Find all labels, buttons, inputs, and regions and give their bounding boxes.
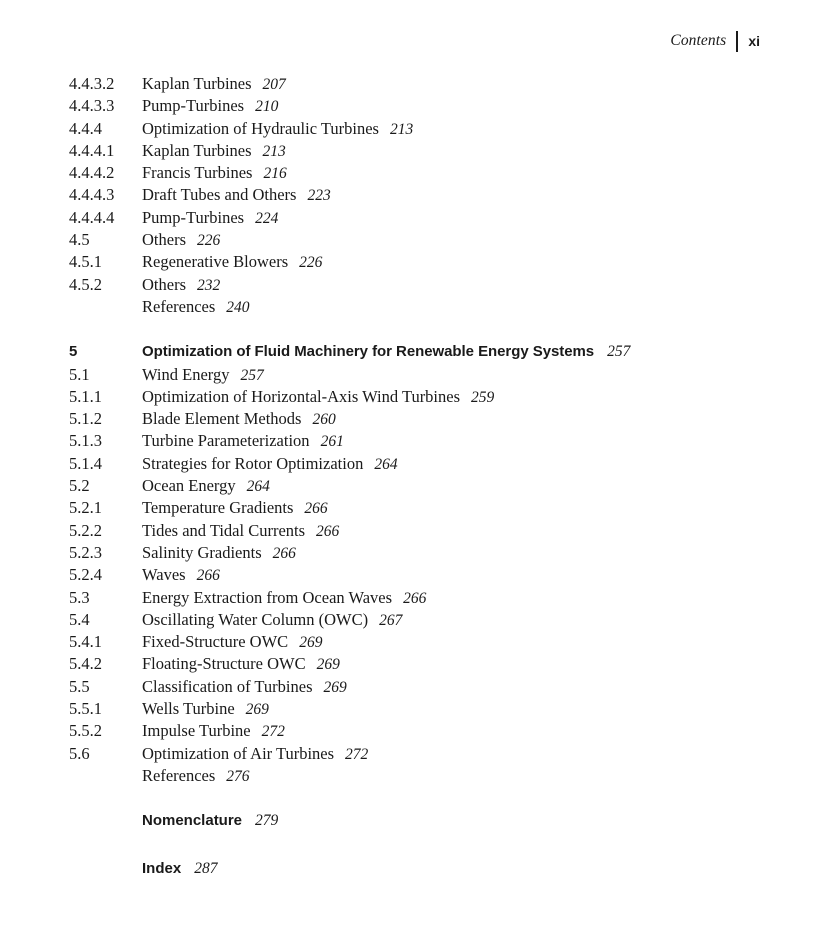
toc-entry-page-number: 260 [312, 411, 336, 429]
toc-entry-title: Optimization of Fluid Machinery for Renewable Energy Systems [142, 343, 595, 361]
toc-entry-title: Wind Energy [142, 364, 230, 384]
toc-entry-number: 5.5.1 [69, 699, 102, 719]
toc-entry[interactable] [69, 229, 769, 251]
toc-entry-page-number: 279 [255, 812, 279, 830]
toc-entry-title: References [142, 296, 216, 316]
toc-entry-number: 5.5 [69, 676, 90, 696]
toc-entry-title: Ocean Energy [142, 476, 236, 496]
toc-entry-title: Tides and Tidal Currents [142, 520, 306, 540]
toc-entry-number: 4.4.4.1 [69, 140, 115, 160]
toc-entry-title: Blade Element Methods [142, 409, 302, 429]
toc-entry-number: 4.4.4.3 [69, 185, 115, 205]
toc-entry-page-number: 224 [255, 209, 279, 227]
toc-entry-number: 5.1.2 [69, 409, 102, 429]
toc-entry[interactable] [69, 564, 769, 586]
toc-entry-page-number: 266 [316, 522, 340, 540]
toc-entry-title: Wells Turbine [142, 699, 235, 719]
toc-entry-title: Temperature Gradients [142, 498, 294, 518]
toc-entry[interactable] [69, 184, 769, 206]
toc-entry-title: Kaplan Turbines [142, 74, 252, 93]
toc-entry-page-number: 264 [246, 478, 270, 496]
running-header-divider [736, 31, 738, 52]
toc-entry-page-number: 266 [272, 544, 296, 562]
toc-entry[interactable] [69, 453, 769, 475]
toc-entry-title: References [142, 765, 216, 785]
toc-entry-page-number: 269 [316, 656, 340, 674]
running-header [670, 30, 760, 52]
toc-entry[interactable] [69, 430, 769, 452]
toc-entry[interactable] [69, 609, 769, 631]
toc-entry-title: Fixed-Structure OWC [142, 632, 289, 652]
toc-entry-title: Optimization of Hydraulic Turbines [142, 118, 379, 138]
toc-entry[interactable] [69, 207, 769, 229]
toc-entry-title: Kaplan Turbines [142, 140, 252, 160]
toc-entry-page-number: 276 [226, 767, 250, 785]
toc-entry-page-number: 257 [240, 366, 264, 384]
toc-entry[interactable] [69, 497, 769, 519]
toc-entry-title: Turbine Parameterization [142, 431, 310, 451]
toc-entry[interactable] [69, 408, 769, 430]
toc-entry-number: 5.1.3 [69, 431, 102, 451]
toc-entry-number: 5.2.1 [69, 498, 102, 518]
toc-entry-number: 5.2 [69, 476, 90, 496]
toc-entry-number: 4.4.4 [69, 118, 102, 138]
toc-entry-title: Optimization of Horizontal-Axis Wind Turbines [142, 386, 461, 406]
toc-entry-number: 4.5.2 [69, 274, 102, 294]
toc-entry-number: 5 [69, 343, 78, 361]
toc-entry-title: Regenerative Blowers [142, 252, 289, 272]
toc-entry[interactable] [69, 475, 769, 497]
toc-entry-number: 5.5.2 [69, 721, 102, 741]
toc-entry-title: Pump-Turbines [142, 207, 245, 227]
toc-entry-number: 4.5.1 [69, 252, 102, 272]
toc-entry[interactable] [69, 653, 769, 675]
toc-entry-page-number: 232 [197, 276, 221, 294]
toc-entry-number: 5.1.4 [69, 453, 102, 473]
toc-entry-number: 5.2.2 [69, 520, 102, 540]
toc-entry-number: 5.2.3 [69, 542, 102, 562]
toc-entry[interactable] [69, 631, 769, 653]
page-folio: xi [748, 33, 760, 49]
toc-entry-number: 5.2.4 [69, 565, 102, 585]
toc-entry[interactable] [69, 251, 769, 273]
toc-entry-page-number: 269 [323, 678, 347, 696]
toc-entry-page-number: 216 [263, 165, 287, 183]
toc-entry-page-number: 269 [245, 701, 269, 719]
toc-entry-page-number: 272 [261, 723, 285, 741]
toc-entry-number: 5.6 [69, 743, 90, 763]
toc-entry[interactable] [69, 364, 769, 386]
table-of-contents [69, 73, 769, 880]
toc-entry[interactable] [69, 587, 769, 609]
toc-entry-page-number: 261 [320, 433, 344, 451]
toc-entry[interactable] [69, 274, 769, 296]
toc-entry-title: Oscillating Water Column (OWC) [142, 609, 369, 629]
toc-entry-title: Strategies for Rotor Optimization [142, 453, 364, 473]
toc-entry-page-number: 226 [197, 232, 221, 250]
toc-entry[interactable] [69, 542, 769, 564]
toc-entry-page-number: 266 [403, 589, 427, 607]
toc-entry-title: Pump-Turbines [142, 96, 245, 116]
toc-entry-page-number: 287 [194, 859, 218, 877]
toc-entry-title: Francis Turbines [142, 163, 253, 183]
toc-entry[interactable] [69, 676, 769, 698]
toc-entry-number: 4.4.3.2 [69, 74, 115, 93]
toc-entry-title: Salinity Gradients [142, 542, 262, 562]
toc-entry-page-number: 257 [607, 343, 631, 361]
toc-entry-number: 5.4 [69, 609, 90, 629]
toc-entry-page-number: 213 [389, 120, 414, 138]
running-header-label: Contents [670, 32, 727, 49]
toc-entry-number: 5.1.1 [69, 386, 102, 406]
toc-entry-page-number: 223 [307, 187, 331, 205]
toc-entry-title: Floating-Structure OWC [142, 654, 306, 674]
toc-entry-page-number: 210 [255, 98, 279, 116]
toc-entry-title: Index [142, 859, 182, 877]
toc-entry-number: 4.4.4.4 [69, 207, 115, 227]
toc-entry-number: 4.4.4.2 [69, 163, 115, 183]
toc-entry-number: 4.5 [69, 230, 90, 250]
toc-entry-number: 5.4.2 [69, 654, 102, 674]
toc-entry-title: Classification of Turbines [142, 676, 313, 696]
toc-entry-page-number: 266 [196, 567, 220, 585]
toc-entry-page-number: 259 [471, 388, 495, 406]
toc-entry[interactable] [69, 162, 769, 184]
toc-entry-number: 4.4.3.3 [69, 96, 115, 116]
toc-entry-page-number: 272 [345, 745, 369, 763]
toc-entry[interactable] [69, 118, 769, 140]
toc-entry-number: 5.1 [69, 364, 90, 384]
toc-entry[interactable] [69, 765, 769, 787]
toc-entry[interactable] [69, 698, 769, 720]
toc-entry-number: 5.3 [69, 587, 90, 607]
toc-entry[interactable] [69, 296, 769, 318]
toc-entry-title: Draft Tubes and Others [142, 185, 297, 205]
toc-entry-title: Others [142, 230, 186, 250]
toc-entry[interactable] [69, 858, 769, 880]
toc-entry-page-number: 266 [304, 500, 328, 518]
toc-entry-title: Energy Extraction from Ocean Waves [142, 587, 393, 607]
toc-entry[interactable] [69, 386, 769, 408]
toc-entry[interactable] [69, 341, 769, 363]
toc-entry[interactable] [69, 73, 769, 95]
toc-entry-title: Nomenclature [142, 812, 243, 830]
toc-entry-page-number: 264 [374, 455, 398, 473]
toc-entry[interactable] [69, 810, 769, 832]
toc-entry-number: 5.4.1 [69, 632, 102, 652]
toc-entry[interactable] [69, 95, 769, 117]
toc-entry[interactable] [69, 743, 769, 765]
toc-entry[interactable] [69, 720, 769, 742]
toc-entry-title: Others [142, 274, 186, 294]
toc-entry-title: Waves [142, 565, 186, 585]
toc-entry[interactable] [69, 140, 769, 162]
toc-entry[interactable] [69, 520, 769, 542]
toc-entry-page-number: 267 [379, 611, 403, 629]
toc-entry-title: Optimization of Air Turbines [142, 743, 335, 763]
toc-entry-page-number: 226 [299, 254, 323, 272]
toc-entry-page-number: 240 [226, 298, 250, 316]
toc-entry-title: Impulse Turbine [142, 721, 251, 741]
toc-entry-page-number: 213 [262, 142, 286, 160]
toc-entry-page-number: 269 [299, 634, 323, 652]
toc-entry-page-number: 207 [262, 76, 286, 93]
